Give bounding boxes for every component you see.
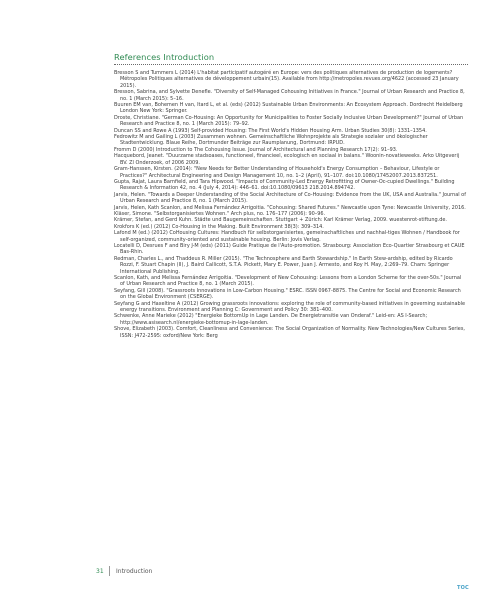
reference-item: Jarvis, Helen, Kath Scanlon, and Melissa Fernández Arrigoitia. "Cohousing: Shared Futures." Newcastle upon Tyne: Newcastle University, 2016. bbox=[114, 204, 466, 211]
reference-item: Lafond M (ed.) (2012) CoHousing Cultures: Handbuch für selbstorganisiertes, gemeinschaftliches und nachhal-tiges Wohnen / Handbook for self-organized, community-oriented and sustainable housing. Berlin: Jovis Verlag. bbox=[114, 230, 460, 243]
reference-item: Bresson S and Tummers L (2014) L'habitat participatif autogéré en Europe: vers des politiques alternatives de production de logements? Métropoles Politiques alternatives de développement urbain(15). Available from http://metropoles.revues.org/4622 (accessed 23 January 2015). bbox=[114, 70, 459, 89]
section-heading: References Introduction bbox=[114, 52, 215, 62]
reference-item: Fedrowitz M and Gailing L (2003) Zusammen wohnen. Gemeinschaftliche Wohnprojekte als Strategie sozialer und ökologischer Stadtentwicklung. Blaue Reihe, Dortmunder Beiträge zur Raumplanung, Dortmund: IRPUD. bbox=[114, 134, 428, 147]
reference-item: Redman, Charles L., and Thaddeus R. Miller (2015). "The Technosphere and Earth Stewardship." In Earth Stew-ardship, edited by Ricardo Rozzi, F. Stuart Chapin (II), J. Baird Callicott, S.T.A. Pickett, Mary E. Power, Juan J. Armesto, and Roy H. May, 2:269–79. Cham: Springer International Publishing. bbox=[114, 255, 453, 275]
reference-item: Gupta, Rajat, Laura Barnfield, and Tara Hipwood. "Impacts of Community-Led Energy Retrofitting of Owner-Oc-cupied Dwellings." Building Research & Information 42, no. 4 (July 4, 2014): 446–61. doi:10.1080/09613 218.2014.894742. bbox=[114, 178, 455, 192]
reference-item: Jarvis, Helen. "Towards a Deeper Understanding of the Social Architecture of Co-Housing: Evidence from the UK, USA and Australia." Journal of Urban Research and Practice 8, no. 1 (March 2015). bbox=[114, 191, 466, 205]
reference-item: Droste, Christiane. "German Co-Housing: An Opportunity for Municipalities to Foster Socially Inclusive Urban Development?" Journal of Urban Research and Practice 8, no. 1 (March 2015): 79–92. bbox=[114, 114, 464, 128]
reference-item: Schwenke, Anne Marieke (2012) "Energieke BottomUp in Lage Landen. De Energietransitie van Onderaf." Leid-en: AS I-Search; http://www.asisearch.nl/energieke-bottomup-in-lage-landen. bbox=[114, 313, 428, 326]
footer-divider bbox=[109, 566, 110, 576]
reference-item: Duncan SS and Rowe A (1993) Self-provided Housing: The First World's Hidden Housing Arm. Urban Studies 30(8): 1331–1354. bbox=[114, 127, 427, 134]
reference-item: Kläser, Simone. "Selbstorganisiertes Wohnen." Arch plus, no. 176–177 (2006): 90–96. bbox=[114, 210, 326, 217]
footer-section-title: Introduction bbox=[116, 568, 153, 575]
reference-item: Gram-Hanssen, Kirsten. (2014): "New Needs for Better Understanding of Household's Energy Consumption – Behaviour, Lifestyle or Practices?" Architectural Engineering and Design Management 10, no. 1–2 (April), 91–107. doi:10.1080/17452007.2013.837251. bbox=[114, 166, 440, 179]
reference-item: Fromm D (2000) Introduction to The Cohousing Issue. Journal of Architectural and Planning Research 17(2): 91–93. bbox=[114, 146, 398, 153]
reference-item: Seyfang G and Haxeltine A (2012) Growing grassroots innovations: exploring the role of community-based initiatives in governing sustainable energy transitions. Environment and Planning C: Government and Policy 30: 381–400. bbox=[114, 300, 466, 314]
heading-divider bbox=[114, 64, 468, 65]
reference-item: Scanlon, Kath, and Melissa Fernández Arrigoitia. "Development of New Cohousing: Lessons from a London Scheme for the over-50s." Journal of Urban Research and Practice 8, no. 1 (March 2015). bbox=[114, 275, 462, 288]
reference-item: Shove, Elizabeth (2003). Comfort, Cleanliness and Convenience: The Social Organization of Normality. New Technologies/New Cultures Series, ISSN: J472-2595: oxford/New York: Berg bbox=[114, 326, 465, 339]
reference-list bbox=[114, 70, 466, 339]
reference-item: Bresson, Sabrina, and Sylvette Denefle. "Diversity of Self-Managed Cohousing Initiatives in France." Journal of Urban Research and Practice 8, no. 1 (March 2015): 5–16. bbox=[114, 89, 465, 102]
page-number: 31 bbox=[96, 568, 104, 575]
reference-item: Krämer, Stefan, and Gerd Kuhn. Städte und Baugemeinschaften. Stuttgart + Zürich: Karl Krämer Verlag, 2009. wuestenrot-stiftung.de. bbox=[114, 217, 447, 224]
reference-item: Hacquebord, Jeanet. "Duurzame stadsoases, functioneel, financieel, ecologisch en sociaal in balans." Woonin-novatieweeks. Arko Uitgeverij BV. Zl Onderzoek, of 2006 2009. bbox=[114, 153, 460, 166]
reference-item: Krokfors K (ed.) (2012) Co-Housing in the Making. Built Environment 38(3): 309–314. bbox=[114, 223, 324, 230]
reference-item: Buuren EM van, Bohemen H van, Itard L, et al. (eds) (2012) Sustainable Urban Environments: An Ecosystem Approach. Dordrecht Heidelberg London New York: Springer. bbox=[114, 102, 463, 115]
reference-item: Seyfang, Gill (2008). "Grassroots Innovations in Low-Carbon Housing." ESRC. ISSN 0967-8875. The Centre for Social and Economic Research on the Global Environment (CSERGE). bbox=[114, 287, 461, 301]
reference-item: Locatelli D, Desrues F and Biry J-M (eds) (2011) Guide Pratique de l'Auto-promotion. Strasbourg: Association Eco-Quartier Strasbourg et CAUE Bas-Rhin. bbox=[114, 242, 465, 256]
toc-link[interactable]: TOC bbox=[457, 585, 469, 591]
